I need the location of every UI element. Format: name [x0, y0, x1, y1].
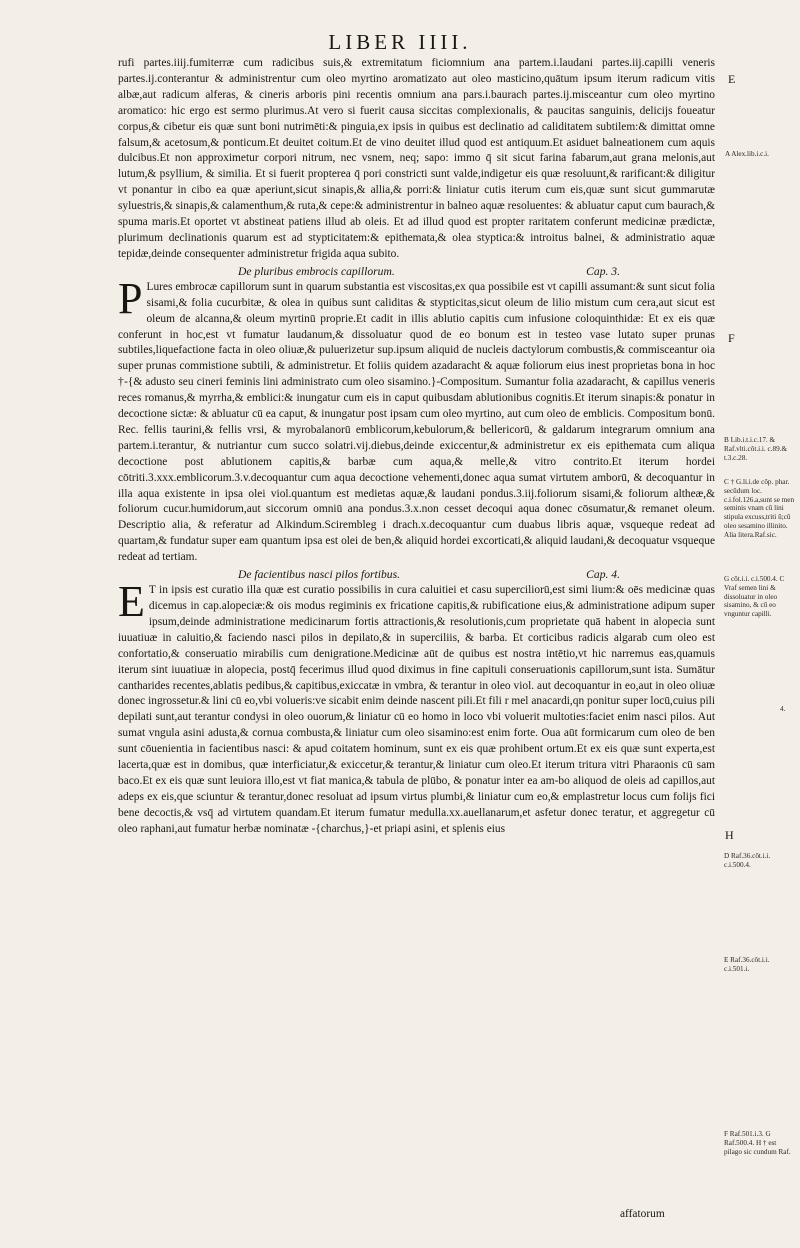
chapter-3-body: Lures embrocæ capillorum sunt in quarum substantia est viscositas,ex qua possibile est vt capilli assumant:& sunt sicut folia sisami,& folia cucurbitæ, & olea in quibus sunt caliditas & stypticitas,sicut oleum de lilio mistum cum cera,aut sicut est oleum de alcanna,& oleum myrtinū proprie.Et cadit in illis ablutio capitis cum infusione coloquinthidæ: Et ex eis quæ conferunt in hoc,est vt fumatur laudanum,& dissoluatur quod de eo bonum est in testeo vase lutato super prunas subtiles,liquefactione facta in oleo oliuæ,& puluerizetur sup.ipsum aliquid de nucleis dactylorum combustis,& commisceantur oia super prunas commistione subtili, & administretur. Et foliis quidem azadaracht & aquæ foliorum eius inest proprietas bona in hoc †-{& adusto seu cineri feminis lini administrato cum oleo sisamino.}-Compositum. Sumantur folia azadaracht, & capillus veneris reces romanus,& myrrha,& emblici:& inungatur cum eis in caput quibusdam ablutionibus cognitis.Et iterum sinapis:& ponatur in decoctione sictæ: & abluatur cū ea caput, & inungatur post ipsam cum oleo myrtino, aut cum oleo de emblicis. Compositum bonū. Rec. fellis taurini,& fellis vrsi, & myrobalanorū emblicorum,kebulorum,& bellericorū, & galdarum integrarum omnium ana partem.i.terantur, & nutriantur cum succo solatri.vij.diebus,deinde exiccentur,& administretur ex eis epithemata cum aliqua decoctione post ablutionem capitis,& barbæ cum aqua,& melle,& vitro contrito.Et iterum hordei cōtriti.3.xxx.emblicorum.3.v.decoquantur cum aqua decoctione vehementi,donec aqua sumat virtutem amborū, & decoquantur in illa aqua existente in ipsa olei viol.quantum est medietas aquæ,& laudani pondus.3.iij.foliorum sisami,& foliorum altheæ,& foliorum cucur.humidorum,aut siccorum omniū ana pondus.3.x.non cesset decoqui aqua donec cōsumatur,& remanet oleum. Descriptio alia, & referatur ad Alkindum.Scirembleg i drach.x.decoquantur cum duabus libris aquæ, vsqueque redeat ad quartam,& fundatur super eam quantum ipsa est olei de ben,& aliquid hordei excorticati,& aliquid laudani,& decoquatur vsqueque redeat ad tertiam. [118, 280, 715, 564]
margin-note-g: G cōt.i.i. c.i.500.4. C Vraf semen lini & dissoluatur in oleo sisamino, & cū eo vnguntur capilli. [724, 575, 785, 619]
main-text-column [118, 56, 715, 838]
paragraph-chapter-3 [118, 273, 715, 566]
margin-note-a: A Alex.lib.i.c.i. [725, 150, 769, 158]
margin-note-d: D Raf.36.cōt.i.i. c.i.500.4. [724, 852, 771, 869]
chapter-4-body: T in ipsis est curatio illa quæ est curatio possibilis in cura caluitiei et casu superciliorū,est simi lium:& oēs medicinæ quas dicemus in cap.alopeciæ:& ois modus regiminis ex fricatione capitis,& rubificatione eius,& administratione adipum super ipsum,deinde administratione medicinarum fortis attractionis,& resolutionis,cum proprietate quā habent in alopecia sunt iuuatiuæ in caluitio,& faciendo nasci pilos in depilato,& in superciliis, & barba. Et corticibus radicis algarab cum oleo est confortatio,& conseruatio mirabilis cum denigratione.Medicinæ aūt de quibus est nostra intētio,vt hic narremus eas,quamuis iterum sint iuuatiuæ in alopecia, postq̄ fecerimus illud quod diximus in fine capituli conseruationis capillorum,sunt ista. Sumātur cantharides recentes,ablatis pedibus,& capitibus,exiccatæ in vmbra, & terantur in oleo viol. aut decoquantur in eo,aut in oleo oliuæ donec ingrossetur.& lini cū eo,vbi volueris:ve sicabit enim deinde nascent pili.Et fili r mel anacardi,qn ponitur super locū,cuius pili depilati sunt,aut terantur condysi in oleo ouorum,& liniatur cū eo homo in loco vbi voluerit multoties:faciet enim nasci pilos. Aut sumat vngula asini adusta,& cornua combusta,& liniatur cum oleo sisamino:est enim forte. Oua aūt formicarum cum oleo de ben sunt cōuenientia in facientibus nasci: & apud coitatem hominum, sunt ex eis quæ prohibent ortum.Et ex eis quæ sunt experta,est lacerta,quæ est in domibus, quæ interficiatur,& exiccetur,& terantur,& liniatur cum oleo.Et iterum tritura vitri Pharaonis cū sam baco.Et ex eis quæ sunt leuiora illo,est vt fiat manica,& tabula de plūbo, & ponatur inter ea am-bo aliquod de oleis ad capillos,aut adeps ex eis,que sciuntur & terantur,donec resoluat ad ipsum virtus plumbi,& liniatur cum eo,& emplastretur locus cum folijs fici bene decoctis,& vsq̄ ad virtutem quandam.Et iterum fumatur medulla.xx.auellanarum,et asfetur donec teratur, et aggregetur cū oleo raphani,aut fumatur herbæ nominatæ -{charchus,}-et priapi asini, et splenis eius [118, 584, 715, 835]
drop-cap-e: E [118, 577, 145, 627]
chapter-3-title: De pluribus embrocis capillorum. [238, 264, 395, 278]
margin-note-f: F Raf.501.i.3. G Raf.500.4. H † est pilago sic cundum Raf. [724, 1130, 791, 1156]
paragraph-chapter-4 [118, 577, 715, 838]
chapter-4-number: Cap. 4. [586, 568, 620, 582]
chapter-4-heading [118, 567, 715, 583]
margin-note-c: C † G.li.i.de cōp. phar. secūdum loc. c.i.fol.126.a,sunt se men seminis vnam cū lini stipula excuss,triti ū;cū oleo sesamino illinito. Alia litera.Raf.sic. [724, 478, 795, 539]
margin-letter-h: H [725, 828, 734, 842]
catchword: affatorum [620, 1208, 665, 1220]
chapter-3-heading [118, 264, 715, 280]
margin-note-b: B Lib.i.t.i.c.17. & Raf.vlti.cōt.i.i. c.89.& t.3.c.28. [724, 436, 788, 462]
drop-cap-p: P [118, 273, 143, 323]
margin-letter-f: F [728, 331, 735, 345]
chapter-3-number: Cap. 3. [586, 264, 620, 278]
margin-note-e: E Raf.36.cōt.i.i. c.i.501.i. [724, 956, 770, 973]
paragraph-continuation: rufi partes.iiij.fumiterræ cum radicibus suis,& extremitatum ficiomnium ana partem.i.laudani partes.iij.capilli veneris partes.ij.conterantur & administrentur cum oleo myrtino aromatizato aut oleo masticino,quātum ipsum iterum radicum vitis albæ,aut radicum alferas, & cineris arboris pini recentis omnium ana pars.i.baurach partes.ij.misceantur cum oleo myrtino aromatico: hic ergo est sermo plurimus.At vero si fuerit causa siccitas complexionalis, & paucitas sanguinis, delicijs foueatur corpus,& cibetur eis quæ sunt boni nutrimēti:& pinguia,ex ipsis in quibus est declinatio ad caliditatem subtilem:& dimittat omne falsum,& acetosum,& ponticum.Et deuitet coitum.Et de vino deuitet illud quod est antiquum.Et asiduet balneationem cum aquis dulcibus.Et non approximetur corpori nitrum, nec vsnem, neq; sapo: immo q̄ sit sicut farina fabarum,aut grana melonis,aut lutum,& psyllium, & similia. Et si fuerit propterea q̄ pori constricti sunt valde,indigetur eis quæ resoluunt,& rarificant:& diligitur vt ponantur in cibo ea quæ aperiunt,sicut sinapis,& allia,& porri:& liniatur cutis iterum cum eis,quæ sunt sicut gummarutæ syluestris,& sinapis,& calamenthum,& ruta,& cepe:& administrentur in balneo aquæ resoluentes: & abluatur caput cum baurach,& spuma maris.Et oportet vt abstineat patiens illud ab oleis. Et ad illud quod est propter raritatem conferunt medicinæ prædictæ, plurimum declinationis quarum est ad stypticitatem:& epithemata,& olea styptica:& introitus balnei, & administratio aquæ tepidæ,deinde consequenter administretur frigida aqua subito. [118, 57, 715, 260]
margin-mark-4: 4. [780, 705, 786, 713]
margin-letter-e: E [728, 72, 736, 86]
chapter-4-title: De facientibus nasci pilos fortibus. [238, 568, 400, 582]
running-header: LIBER IIII. [328, 30, 472, 54]
